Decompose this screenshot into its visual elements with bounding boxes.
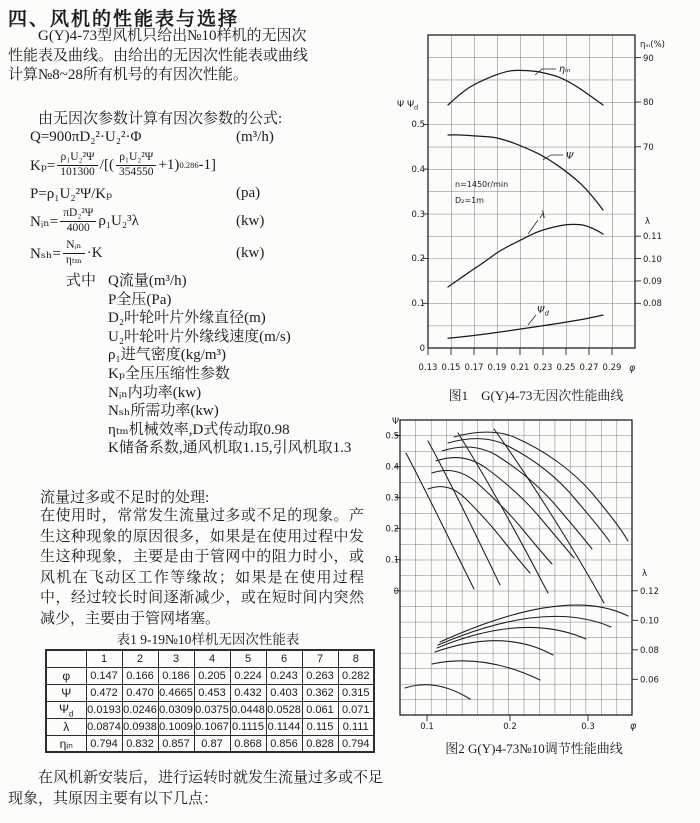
axis-tick: 0.2	[411, 254, 425, 264]
fraction-denominator: 101300	[60, 165, 95, 178]
formula-intro-line: 由无因次参数计算有因次参数的公式:	[38, 111, 283, 127]
axis-tick: 0.5	[411, 120, 425, 130]
legend-item: P全压(Pa)	[108, 291, 172, 308]
figure2-adjustment-performance-chart	[385, 415, 695, 745]
cell: 0.0874	[86, 718, 122, 735]
legend-item: ρ₁进气密度(kg/m³)	[108, 347, 227, 364]
figure2-grid	[400, 420, 632, 715]
row-label: φ	[46, 667, 86, 684]
row-label: Ψ	[46, 684, 86, 701]
cell: 0.453	[194, 684, 230, 701]
formula-nin-lhs: Nᵢₙ=	[30, 213, 59, 230]
cell: 0.147	[86, 667, 122, 684]
row-label	[46, 701, 86, 718]
dimensionless-performance-table	[45, 649, 375, 753]
fraction-numerator: πD₂²Ψ	[60, 207, 96, 221]
axis-tick: 0.10	[640, 616, 659, 627]
axis-tick: 0.11	[643, 232, 662, 242]
axis-tick: 70	[643, 143, 654, 153]
axis-tick: 0.23	[533, 363, 553, 373]
legend-item: U₂叶轮叶片外缘线速度(m/s)	[108, 328, 291, 345]
header-cell: 8	[338, 650, 374, 667]
cell: 0.472	[86, 684, 122, 701]
cell: 0.856	[266, 735, 302, 752]
formula-nin-rhs: ρ₁U₂³λ	[98, 212, 139, 229]
formula-kp-plus: +1)	[158, 156, 180, 173]
axis-tick: 0	[419, 344, 425, 354]
axis-tick: 0.3	[385, 493, 399, 504]
row-label-sub: d	[69, 708, 74, 718]
cell: 0.1144	[266, 718, 302, 735]
axis-tick: 0.1	[420, 722, 434, 732]
cell: 0.315	[338, 684, 374, 701]
fraction	[63, 239, 85, 266]
row-label: ηᵢₙ	[46, 735, 86, 752]
axis-tick: 0.4	[385, 462, 399, 473]
cell: 0.832	[122, 735, 158, 752]
figure2-lambda-axis-label: λ	[642, 569, 648, 579]
axis-tick: 0.29	[602, 363, 622, 373]
legend-item: Q流量(m³/h)	[108, 273, 187, 289]
cell: 0.071	[338, 701, 374, 718]
fraction-numerator: Nᵢₙ	[63, 239, 85, 253]
figure1-grid	[428, 35, 635, 348]
flow-section-paragraph: 在使用时，常常发生流量过多或不足的现象。产生这种现象的原因很多，如果是在使用过程中发生这种现象，主要是由于管网中的阻力时小，或风机在飞动区工作等缘故；如果是在使用过程中，经过较长时间逐渐减少，或在短时间内突然减少，主要由于管网堵塞。	[40, 508, 364, 627]
formula-nin-unit: (kw)	[236, 212, 265, 229]
header-cell: 6	[266, 650, 302, 667]
figure1-left-axis-label: Ψ $\Psi_d$	[397, 100, 419, 112]
axis-tick: 0.1	[411, 299, 425, 309]
formula-kp-exponent: 0.286	[179, 160, 199, 170]
formula-kp-tail: -1]	[198, 156, 217, 173]
formula-nsh-unit: (kw)	[236, 244, 265, 261]
flow-section-heading: 流量过多或不足时的处理:	[40, 490, 210, 506]
figure1-eta-axis-label: ηᵢₙ(%)	[640, 40, 666, 50]
table-row	[46, 684, 374, 701]
axis-tick: 0.06	[640, 675, 659, 686]
row-label-main: Ψ	[59, 701, 70, 716]
legend-item: Nᵢₙ内功率(kw)	[108, 384, 202, 401]
axis-tick: 0.10	[643, 255, 662, 265]
cell: 0.0528	[266, 701, 302, 718]
table-row	[46, 667, 374, 684]
formula-flow-rate-expr: Q=900πD₂²·U₂²·Φ	[30, 128, 142, 145]
cell: 0.0309	[158, 701, 194, 718]
header-cell: 7	[302, 650, 338, 667]
cell: 0.186	[158, 667, 194, 684]
axis-tick: 0.21	[510, 363, 530, 373]
table-row	[46, 735, 374, 752]
formula-nsh-rhs: ·K	[86, 244, 103, 261]
cell: 0.243	[266, 667, 302, 684]
formula-kp-divider: /[(	[99, 156, 114, 173]
figure1-speed-annotation: n=1450r/min	[455, 180, 509, 189]
cell: 0.87	[194, 735, 230, 752]
axis-tick: 90	[643, 54, 654, 64]
cell: 0.282	[338, 667, 374, 684]
header-cell: 3	[158, 650, 194, 667]
axis-tick: 0.17	[464, 363, 484, 373]
figure2-left-axis-label: Ψ	[392, 417, 400, 427]
fraction	[116, 151, 157, 178]
axis-tick: 0.5	[385, 431, 399, 442]
axis-tick: 0.25	[556, 363, 576, 373]
cell: 0.061	[302, 701, 338, 718]
cell: 0.403	[266, 684, 302, 701]
cell: 0.794	[338, 735, 374, 752]
cell: 0.1115	[230, 718, 266, 735]
cell: 0.166	[122, 667, 158, 684]
cell: 0.0246	[122, 701, 158, 718]
fraction-numerator: ρ₁U₂²Ψ	[116, 151, 157, 165]
fraction	[60, 207, 96, 234]
symbol-legend	[66, 272, 370, 458]
cell: 0.0448	[230, 701, 266, 718]
axis-tick: 0.3	[411, 210, 425, 220]
closing-paragraph: 在风机新安装后，进行运转时就发生流量过多或不足现象，其原因主要有以下几点：	[8, 770, 384, 807]
cell: 0.0938	[122, 718, 158, 735]
cell: 0.857	[158, 735, 194, 752]
axis-tick: 0.12	[640, 586, 659, 597]
axis-tick: 0.09	[643, 277, 662, 287]
axis-tick: 80	[643, 98, 654, 108]
table1-title: 表1 9-19№10样机无因次性能表	[116, 632, 300, 647]
curve-label-lambda: λ	[540, 210, 546, 221]
header-cell: 4	[194, 650, 230, 667]
symbol-legend-list	[108, 272, 370, 458]
cell: 0.1009	[158, 718, 194, 735]
legend-item: D₂叶轮叶片外缘直径(m)	[108, 310, 266, 327]
cell: 0.115	[302, 718, 338, 735]
cell: 0.0193	[86, 701, 122, 718]
figure1-diameter-annotation: D₂=1m	[455, 196, 484, 205]
formula-pressure-unit: (pa)	[236, 184, 261, 201]
formula-shaft-power	[30, 238, 390, 268]
axis-tick: 0.1	[385, 555, 399, 566]
symbol-legend-label: 式中	[66, 273, 97, 289]
row-label: λ	[46, 718, 86, 735]
fraction-denominator: ηₜₘ	[65, 253, 82, 266]
axis-tick: 0.2	[503, 722, 517, 732]
table-row	[46, 718, 374, 735]
page-title: 四、风机的性能表与选择	[8, 9, 240, 30]
header-cell: 1	[86, 650, 122, 667]
axis-tick: 0.27	[579, 363, 599, 373]
axis-tick: 0	[393, 586, 399, 597]
intro-paragraph: G(Y)4-73型风机只给出№10样机的无因次性能表及曲线。由给出的无因次性能表或曲线计算№8~28所有机号的有因次性能。	[8, 28, 309, 83]
fraction-denominator: 4000	[66, 221, 90, 234]
formula-block	[30, 126, 390, 268]
figure2-caption: 图2 G(Y)4-73№10调节性能曲线	[445, 741, 623, 756]
table-header-row	[46, 650, 374, 667]
curve-label-psid: $\Psi_d$	[537, 305, 549, 318]
formula-compressibility	[30, 148, 390, 182]
figure1-caption: 图1 G(Y)4-73无因次性能曲线	[448, 388, 624, 403]
curve-label-psi: Ψ	[566, 151, 574, 162]
axis-tick: 0.08	[640, 645, 659, 656]
cell: 0.263	[302, 667, 338, 684]
header-cell	[46, 650, 86, 667]
table-row	[46, 701, 374, 718]
cell: 0.868	[230, 735, 266, 752]
formula-pressure	[30, 182, 390, 204]
cell: 0.111	[338, 718, 374, 735]
legend-item: Kₚ全压压缩性参数	[108, 365, 230, 382]
cell: 0.362	[302, 684, 338, 701]
formula-flow-rate	[30, 126, 390, 148]
axis-tick: 0.15	[441, 363, 461, 373]
formula-kp-lhs: Kₚ=	[30, 157, 56, 174]
legend-item: ηₜₘ机械效率,D式传动取0.98	[108, 421, 290, 438]
legend-item: Nₛₕ所需功率(kw)	[108, 403, 219, 420]
header-cell: 2	[122, 650, 158, 667]
cell: 0.224	[230, 667, 266, 684]
cell: 0.470	[122, 684, 158, 701]
curve-label-eta: ηᵢₙ	[559, 64, 571, 75]
fraction-denominator: 354550	[118, 165, 154, 178]
axis-tick: 0.08	[643, 299, 662, 309]
formula-pressure-expr: P=ρ₁U₂²Ψ/Kₚ	[30, 185, 113, 202]
fraction-numerator: ρ₁U₂²Ψ	[57, 151, 98, 165]
figure2-x-axis-label: φ	[630, 721, 637, 732]
cell: 0.4665	[158, 684, 194, 701]
formula-internal-power	[30, 204, 390, 238]
cell: 0.794	[86, 735, 122, 752]
legend-item: K储备系数,通风机取1.15,引风机取1.3	[108, 440, 352, 457]
cell: 0.205	[194, 667, 230, 684]
figure1-lambda-axis-label: λ	[645, 217, 651, 227]
cell: 0.432	[230, 684, 266, 701]
formula-nsh-lhs: Nₛₕ=	[30, 245, 61, 262]
axis-tick: 0.4	[411, 165, 425, 175]
fraction	[57, 151, 98, 178]
axis-tick: 0.19	[487, 363, 507, 373]
cell: 0.1067	[194, 718, 230, 735]
axis-tick: 0.13	[418, 363, 438, 373]
figure1-dimensionless-performance-chart	[395, 20, 695, 382]
cell: 0.828	[302, 735, 338, 752]
formula-flow-rate-unit: (m³/h)	[236, 128, 274, 145]
header-cell: 5	[230, 650, 266, 667]
axis-tick: 0.2	[385, 524, 399, 535]
figure1-x-axis-label: φ	[629, 363, 636, 374]
cell: 0.0375	[194, 701, 230, 718]
axis-tick: 0.3	[581, 722, 595, 732]
